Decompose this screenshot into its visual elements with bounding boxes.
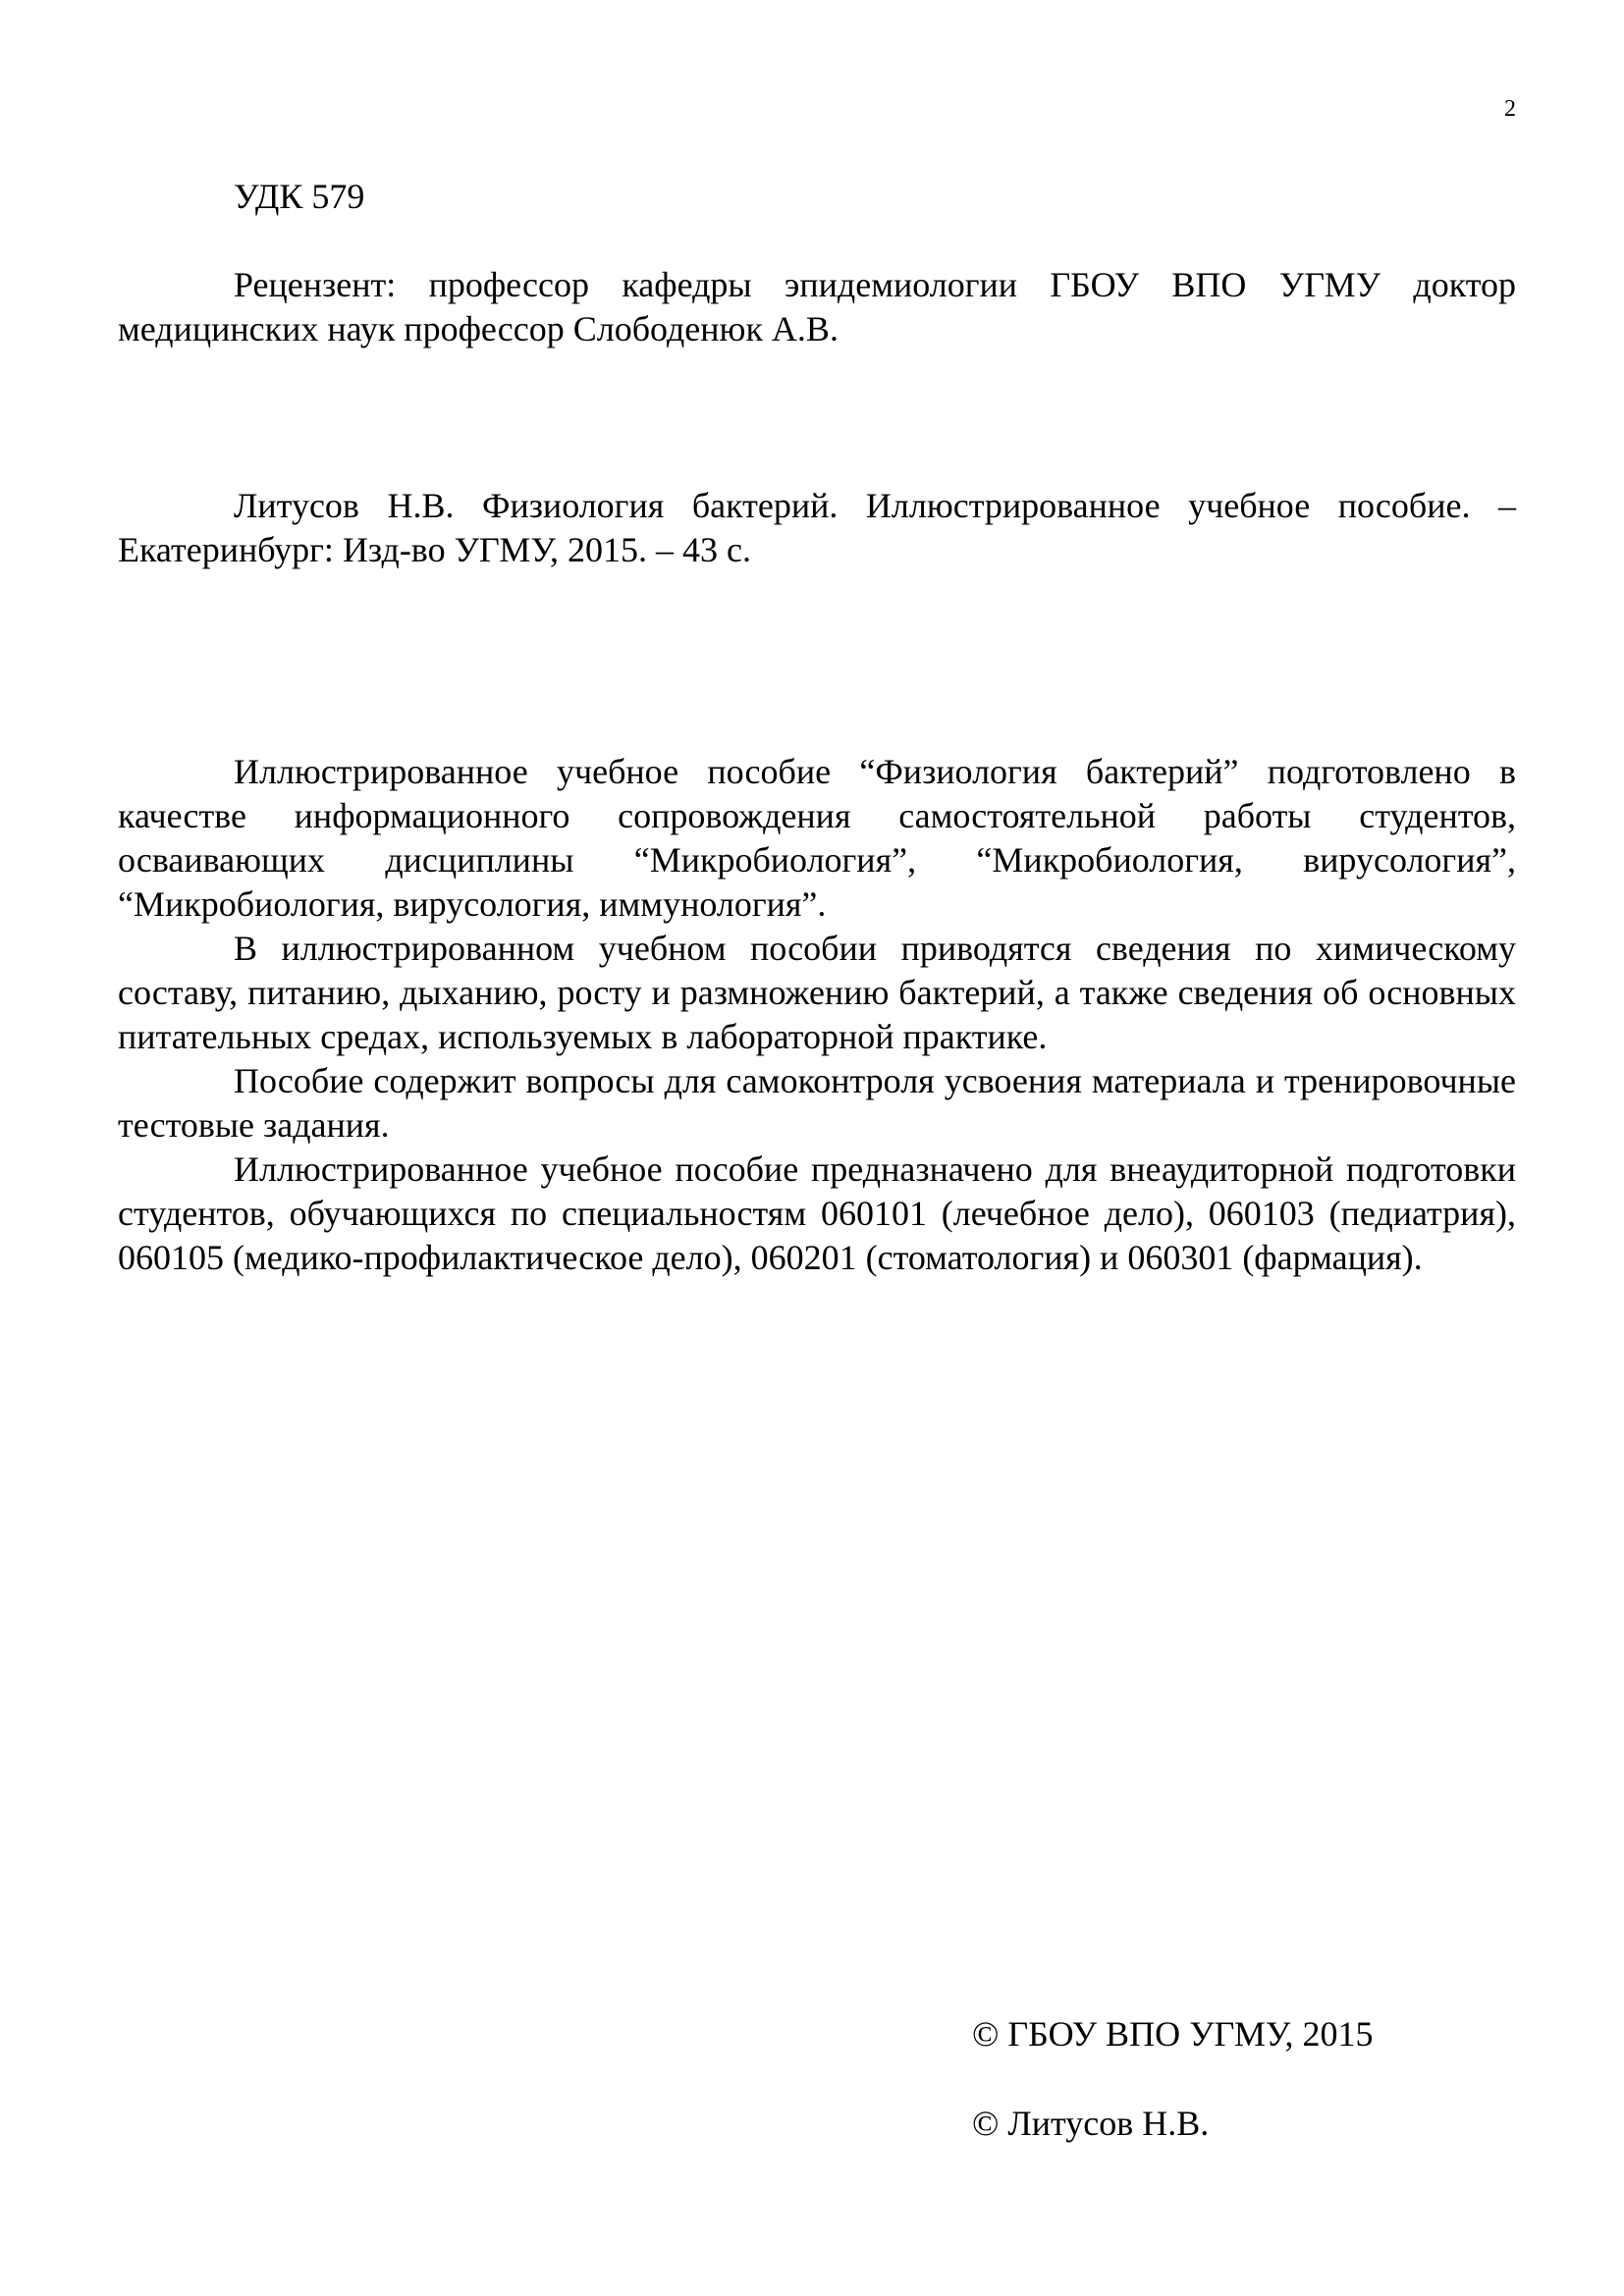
annotation-paragraph: Пособие содержит вопросы для самоконтроля усвоения материала и тренировочные тестовые задания.: [118, 1061, 1516, 1145]
annotation-paragraph: В иллюстрированном учебном пособии приводятся сведения по химическому составу, питанию, дыханию, росту и размножению бактерий, а также сведения об основных питательных средах, используемых в лабораторной практике.: [118, 929, 1516, 1056]
copyright-author: © Литусов Н.В.: [972, 2104, 1210, 2143]
copyright-block: [972, 2012, 1502, 2146]
copyright-publisher: © ГБОУ ВПО УГМУ, 2015: [972, 2014, 1374, 2054]
reviewer-note: Рецензент: профессор кафедры эпидемиологии ГБОУ ВПО УГМУ доктор медицинских наук профессор Слободенюк А.В.: [118, 265, 1516, 348]
page-number: 2: [1504, 96, 1516, 122]
bibliographic-citation: Литусов Н.В. Физиология бактерий. Иллюстрированное учебное пособие. – Екатеринбург: Изд-во УГМУ, 2015. – 43 с.: [118, 486, 1516, 569]
annotation-paragraph: Иллюстрированное учебное пособие “Физиология бактерий” подготовлено в качестве информационного сопровождения самостоятельной работы студентов, осваивающих дисциплины “Микробиология”, “Микробиология, вирусология”, “Микробиология, вирусология, иммунология”.: [118, 752, 1516, 924]
annotation-paragraph: Иллюстрированное учебное пособие предназначено для внеаудиторной подготовки студентов, обучающихся по специальностям 060101 (лечебное дело), 060103 (педиатрия), 060105 (медико-профилактическое дело), 060201 (стоматология) и 060301 (фармация).: [118, 1149, 1516, 1277]
udk-code: УДК 579: [234, 177, 365, 216]
annotation-section: [118, 750, 1516, 1280]
